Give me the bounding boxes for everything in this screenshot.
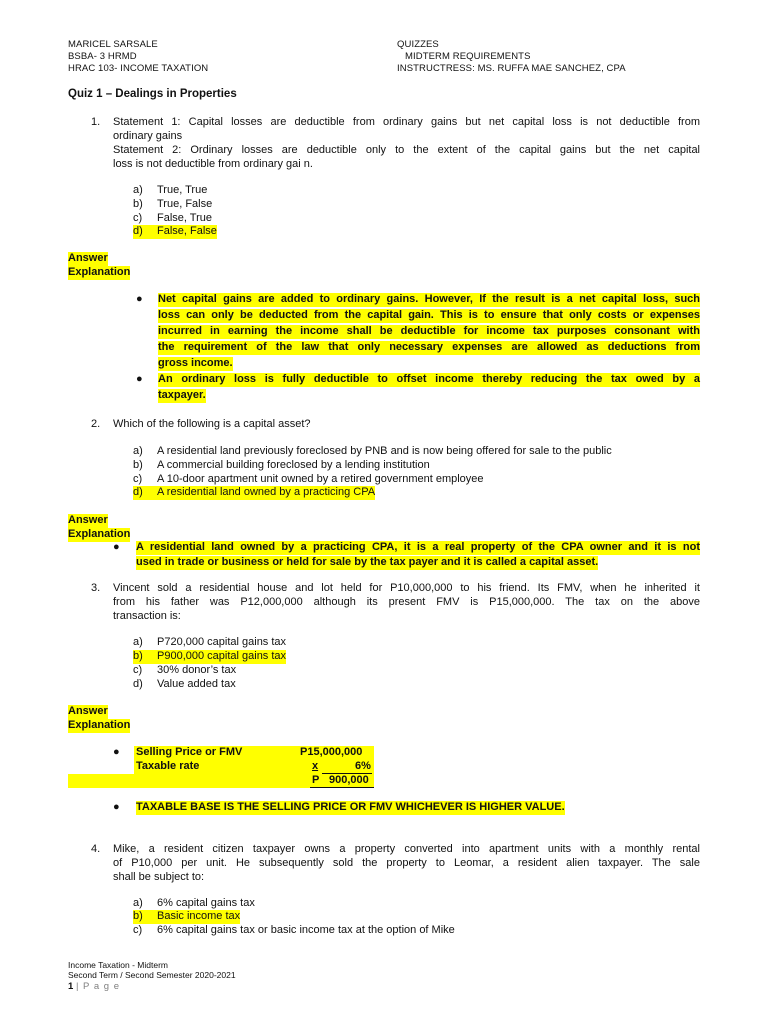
q1-exp2-line2: taxpayer. xyxy=(158,389,206,401)
calc-value-tax: 900,000 xyxy=(329,774,369,786)
q3-option-a xyxy=(133,636,286,650)
calc-total-underline xyxy=(310,787,374,788)
calc-multiply-sign: x xyxy=(312,760,319,772)
calc-value-selling-price: P15,000,000 xyxy=(300,746,363,758)
student-program: BSBA- 3 HRMD xyxy=(68,51,137,62)
q3-option-b-answer xyxy=(133,650,286,664)
option-text: True, False xyxy=(157,198,213,210)
q3-line2: from his father was P12,000,000 although its present FMV is P15,000,000. The tax on the above xyxy=(113,596,700,608)
calc-value-taxable-rate: 6% xyxy=(355,760,371,772)
option-letter: d) xyxy=(133,486,143,498)
page-label: | P a g e xyxy=(75,981,120,992)
q3-line1: Vincent sold a residential house and lot held for P10,000,000 to his friend. Its FMV, when he inherited it xyxy=(113,582,700,594)
option-text: A residential land previously foreclosed by PNB and is now being offered for sale to the public xyxy=(157,445,612,457)
option-letter: b) xyxy=(133,198,143,210)
q1-option-d-answer xyxy=(133,225,217,239)
q2-answer-label: Answer xyxy=(68,514,108,526)
q1-exp1-line2: loss can only be deducted from the capital gain. This is to ensure that only costs or expenses xyxy=(158,309,700,321)
footer-line1: Income Taxation - Midterm xyxy=(68,960,168,970)
q2-option-a xyxy=(133,445,612,459)
option-letter: a) xyxy=(133,636,143,648)
q3-number: 3. xyxy=(91,582,101,594)
q1-option-b xyxy=(133,198,212,212)
q2-number: 2. xyxy=(91,418,101,430)
option-letter: d) xyxy=(133,225,143,237)
q3-option-d xyxy=(133,678,236,692)
q1-explanation-label: Explanation xyxy=(68,266,131,278)
option-letter: b) xyxy=(133,459,143,471)
q4-option-c xyxy=(133,924,455,938)
option-text: 6% capital gains tax or basic income tax at the option of Mike xyxy=(157,924,455,936)
q2-explanation-label: Explanation xyxy=(68,528,131,540)
instructor: INSTRUCTRESS: MS. RUFFA MAE SANCHEZ, CPA xyxy=(397,63,626,74)
option-letter: c) xyxy=(133,664,143,676)
option-letter: a) xyxy=(133,184,143,196)
quiz-title: Quiz 1 – Dealings in Properties xyxy=(68,88,237,100)
q4-option-b-answer xyxy=(133,910,240,924)
option-letter: b) xyxy=(133,910,143,922)
course-name: HRAC 103- INCOME TAXATION xyxy=(68,63,209,74)
option-text: Basic income tax xyxy=(157,910,241,922)
option-letter: a) xyxy=(133,897,143,909)
q1-exp1-line1: Net capital gains are added to ordinary gains. However, If the result is a net capital loss, such xyxy=(158,293,700,305)
bullet-icon: ● xyxy=(136,373,143,385)
q1-line2: ordinary gains xyxy=(113,130,183,142)
q3-explanation-label: Explanation xyxy=(68,719,131,731)
calc-label-selling-price: Selling Price or FMV xyxy=(136,746,243,758)
option-letter: c) xyxy=(133,212,143,224)
q3-line3: transaction is: xyxy=(113,610,181,622)
option-letter: c) xyxy=(133,924,143,936)
option-text: True, True xyxy=(157,184,208,196)
q2-exp-line1: A residential land owned by a practicing CPA, it is a real property of the CPA owner and it is not xyxy=(136,541,700,553)
q1-line1: Statement 1: Capital losses are deductible from ordinary gains but net capital loss is not deductible from xyxy=(113,116,700,128)
page-number xyxy=(68,981,120,992)
q1-line3: Statement 2: Ordinary losses are deductible only to the extent of the capital gains but the net capital xyxy=(113,144,700,156)
option-text: A commercial building foreclosed by a lending institution xyxy=(157,459,430,471)
q1-option-a xyxy=(133,184,207,198)
option-text: A residential land owned by a practicing CPA xyxy=(157,486,376,498)
q1-exp1-line5: gross income. xyxy=(158,357,233,369)
q1-exp1-line4: the requirement of the law that only necessary expenses are allowed as deductions from xyxy=(158,341,700,353)
calc-peso-sign: P xyxy=(312,774,320,786)
doc-subtitle: MIDTERM REQUIREMENTS xyxy=(405,51,531,62)
option-letter: b) xyxy=(133,650,143,662)
option-letter: d) xyxy=(133,678,143,690)
bullet-icon: ● xyxy=(113,801,120,813)
q3-answer-label: Answer xyxy=(68,705,108,717)
q4-line2: of P10,000 per unit. He subsequently sold the property to Leomar, a resident alien taxpayer. The sale xyxy=(113,857,700,869)
page-number-value: 1 xyxy=(68,981,74,992)
calc-label-taxable-rate: Taxable rate xyxy=(136,760,200,772)
q3-note: TAXABLE BASE IS THE SELLING PRICE OR FMV WHICHEVER IS HIGHER VALUE. xyxy=(136,801,565,813)
student-name: MARICEL SARSALE xyxy=(68,39,158,50)
doc-title: QUIZZES xyxy=(397,39,439,50)
q1-answer-label: Answer xyxy=(68,252,108,264)
q2-exp-line2: used in trade or business or held for sale by the tax payer and it is called a capital asset. xyxy=(136,556,599,568)
option-text: False, False xyxy=(157,225,217,237)
option-letter: c) xyxy=(133,473,143,485)
q1-exp2-line1: An ordinary loss is fully deductible to offset income thereby reducing the tax owed by a xyxy=(158,373,700,385)
q1-exp1-line3: incurred in earning the income shall be deductible for income tax purposes consonant with xyxy=(158,325,700,337)
bullet-icon: ● xyxy=(113,541,120,553)
q2-option-c xyxy=(133,473,484,487)
option-text: A 10-door apartment unit owned by a retired government employee xyxy=(157,473,484,485)
q3-option-c xyxy=(133,664,236,678)
option-text: 6% capital gains tax xyxy=(157,897,255,909)
bullet-icon: ● xyxy=(113,746,120,758)
option-text: Value added tax xyxy=(157,678,236,690)
q1-number: 1. xyxy=(91,116,101,128)
q2-option-d-answer xyxy=(133,486,375,500)
option-letter: a) xyxy=(133,445,143,457)
footer-line2: Second Term / Second Semester 2020-2021 xyxy=(68,970,236,980)
q4-number: 4. xyxy=(91,843,101,855)
q1-option-c xyxy=(133,212,212,226)
option-text: P720,000 capital gains tax xyxy=(157,636,287,648)
option-text: False, True xyxy=(157,212,213,224)
option-text: P900,000 capital gains tax xyxy=(157,650,287,662)
q1-line4: loss is not deductible from ordinary gai n. xyxy=(113,158,313,170)
q2-option-b xyxy=(133,459,430,473)
q4-line1: Mike, a resident citizen taxpayer owns a property converted into apartment units with a monthly rental xyxy=(113,843,700,855)
option-text: 30% donor’s tax xyxy=(157,664,237,676)
q4-line3: shall be subject to: xyxy=(113,871,205,883)
bullet-icon: ● xyxy=(136,293,143,305)
q2-question: Which of the following is a capital asset? xyxy=(113,418,311,430)
q4-option-a xyxy=(133,897,255,911)
